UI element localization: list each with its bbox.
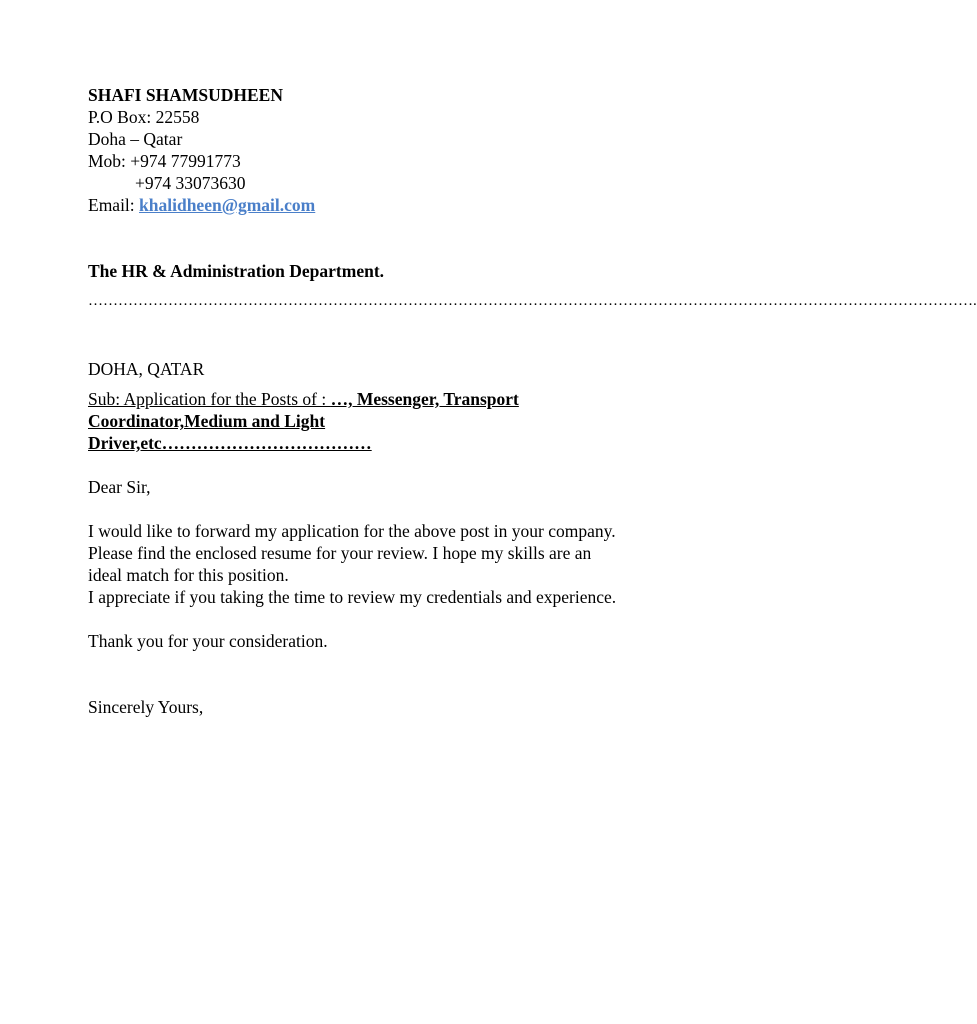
paragraph-1-line-1: I would like to forward my application for the above post in your company. bbox=[88, 521, 616, 541]
sender-name: SHAFI SHAMSUDHEEN bbox=[88, 85, 283, 105]
spacer bbox=[88, 312, 688, 358]
spacer bbox=[88, 608, 688, 630]
spacer bbox=[88, 652, 688, 696]
subject-posts-1: …, Messenger, Transport bbox=[330, 389, 519, 409]
spacer bbox=[88, 498, 688, 520]
paragraph-2: I appreciate if you taking the time to review my credentials and experience. bbox=[88, 587, 617, 607]
subject-line-3: Driver,etc……………………………… bbox=[88, 433, 372, 453]
sender-city: Doha – Qatar bbox=[88, 129, 183, 149]
sender-email-line bbox=[88, 194, 688, 216]
recipient-department: The HR & Administration Department. bbox=[88, 261, 385, 281]
email-link[interactable]: khalidheen@gmail.com bbox=[139, 195, 316, 215]
recipient-address-dots: ……………………………………………………………………………………………………………………………………………………………. bbox=[88, 293, 977, 309]
spacer bbox=[88, 380, 688, 388]
salutation: Dear Sir, bbox=[88, 477, 151, 497]
thanks-line: Thank you for your consideration. bbox=[88, 631, 328, 651]
spacer bbox=[88, 216, 688, 260]
email-label: Email: bbox=[88, 195, 140, 215]
subject-line-2: Coordinator,Medium and Light bbox=[88, 411, 326, 431]
sender-po-box: P.O Box: 22558 bbox=[88, 107, 200, 127]
closing-line: Sincerely Yours, bbox=[88, 697, 204, 717]
sender-mobile-primary: Mob: +974 77991773 bbox=[88, 151, 241, 171]
subject-line-1 bbox=[88, 388, 688, 410]
paragraph-1-line-3: ideal match for this position. bbox=[88, 565, 289, 585]
recipient-location: DOHA, QATAR bbox=[88, 359, 205, 379]
sender-mobile-secondary: +974 33073630 bbox=[135, 173, 246, 193]
spacer bbox=[88, 282, 688, 290]
spacer bbox=[88, 454, 688, 476]
letter-page bbox=[88, 84, 977, 718]
subject-prefix: Sub: Application for the Posts of : bbox=[88, 389, 331, 409]
paragraph-1-line-2: Please find the enclosed resume for your review. I hope my skills are an bbox=[88, 543, 592, 563]
